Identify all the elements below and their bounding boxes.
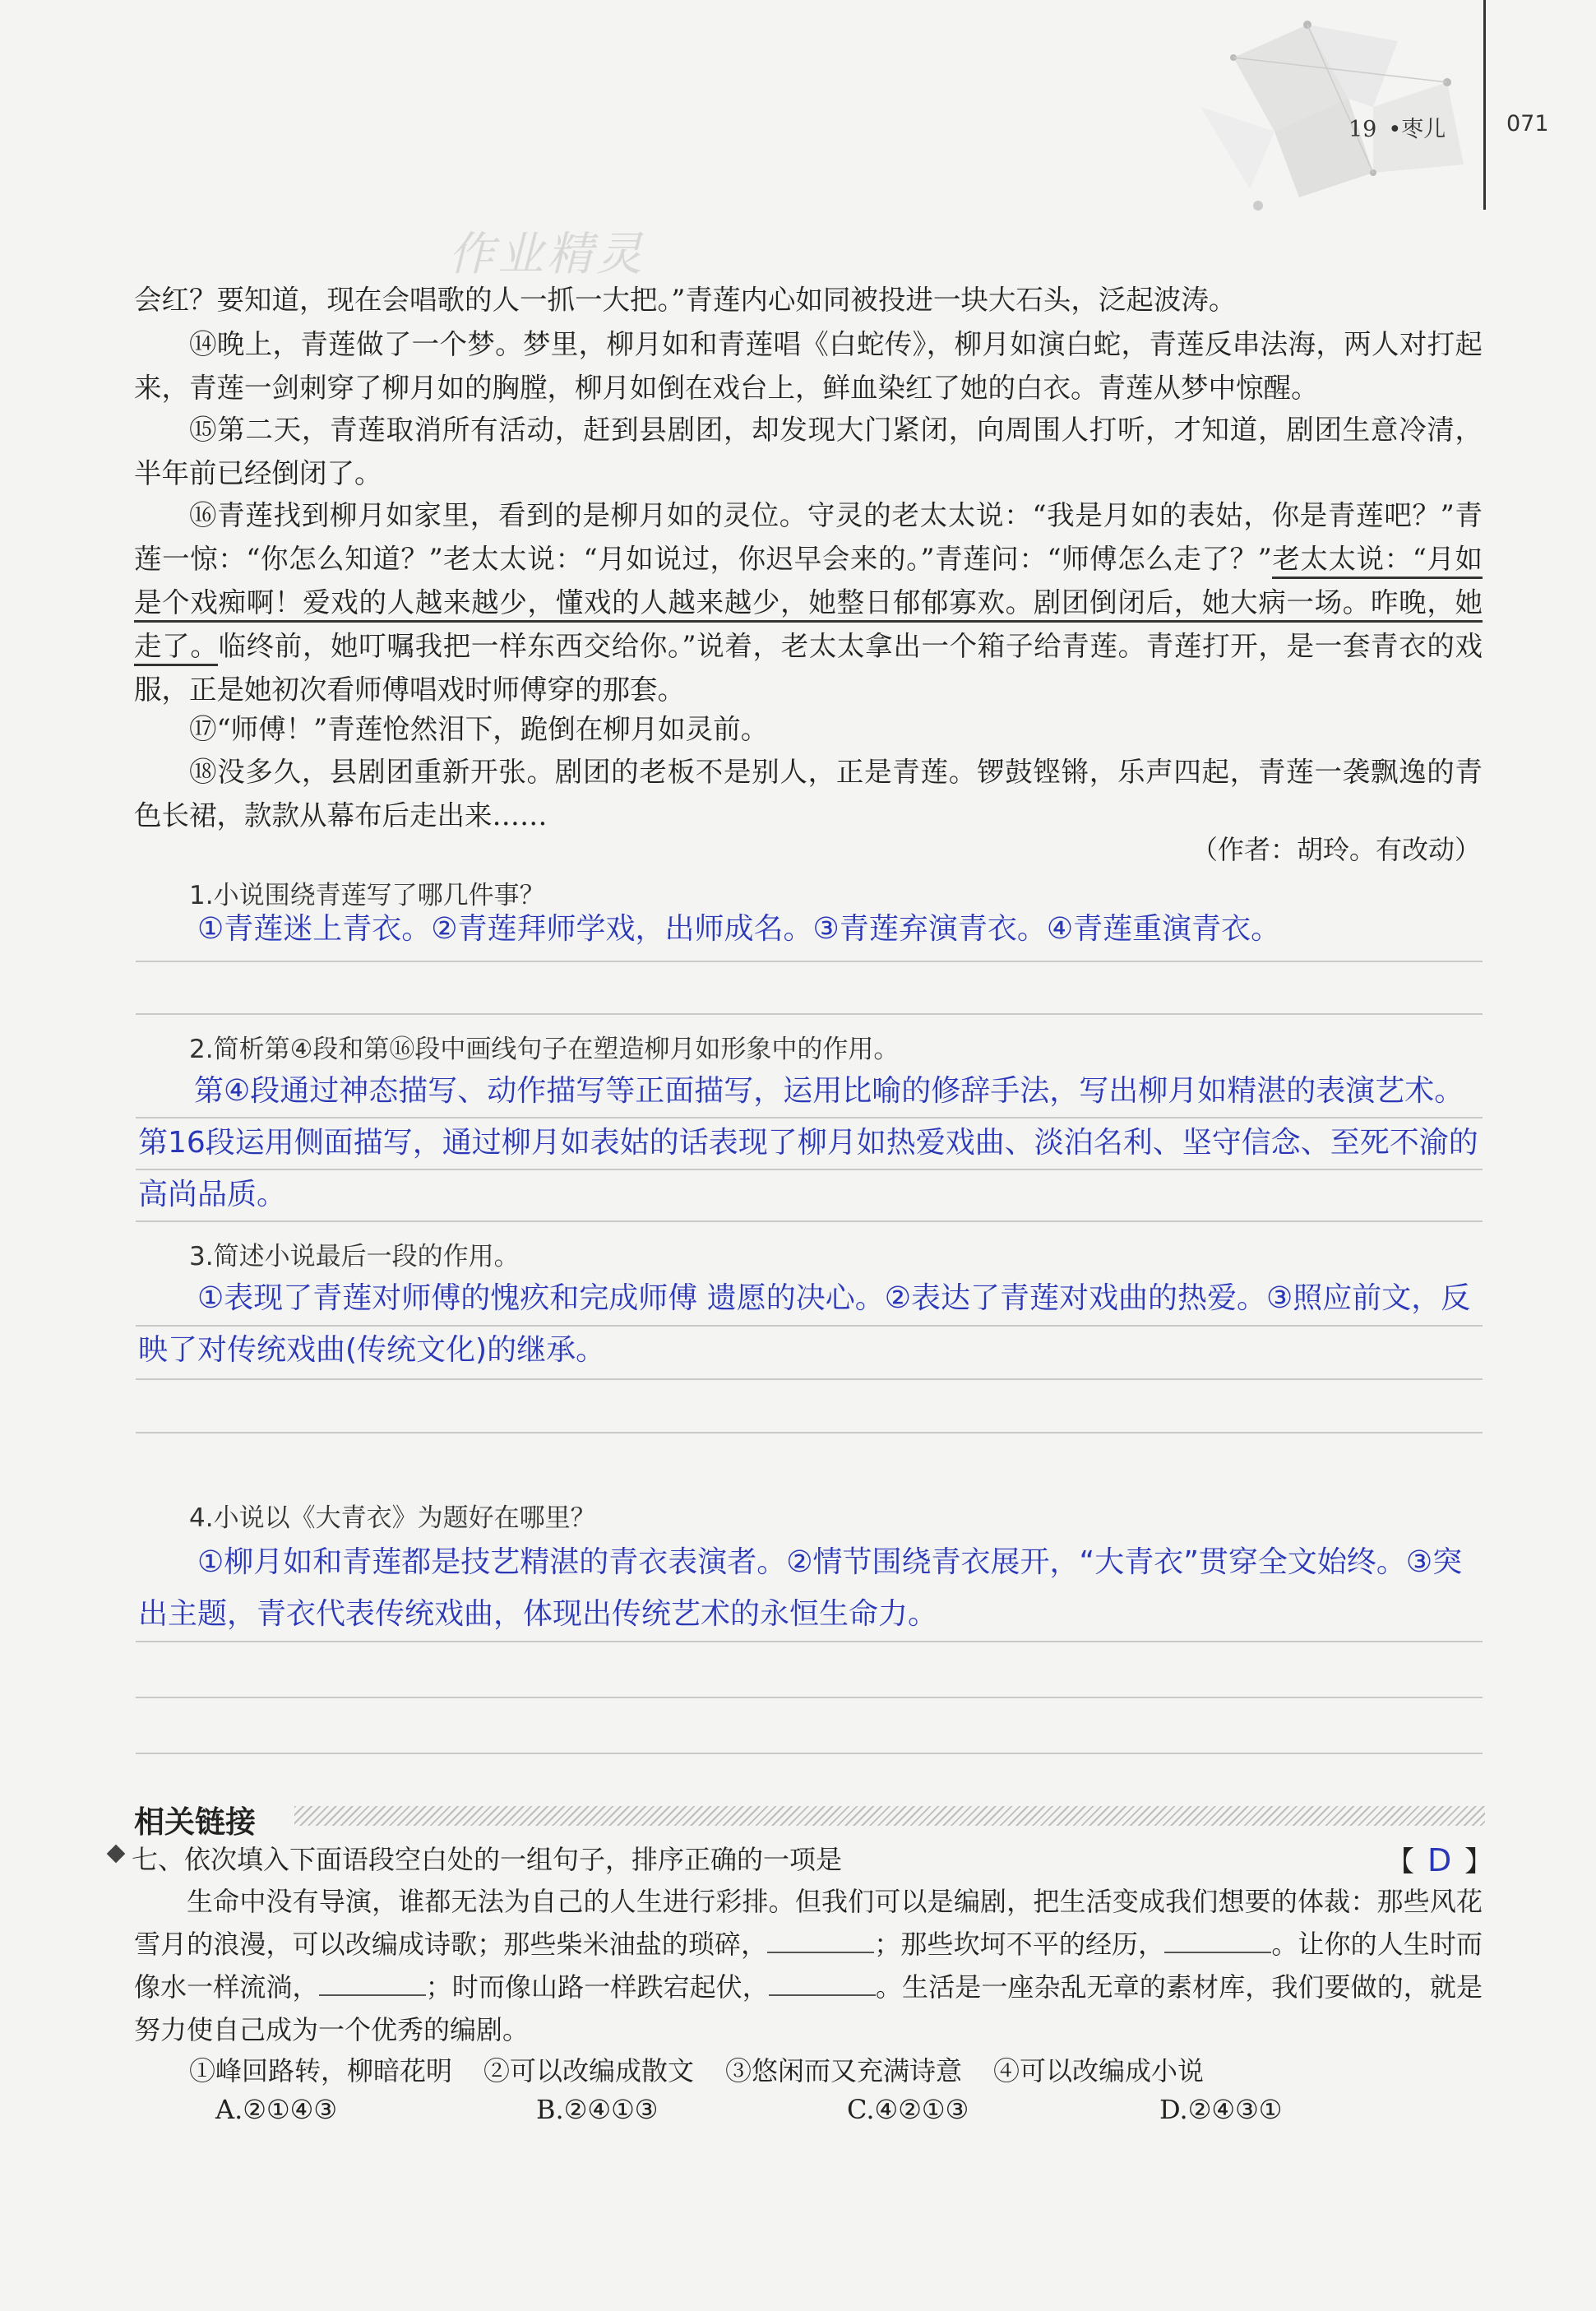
related-link-title: 相关链接 — [134, 1804, 256, 1840]
answer-1: ①青莲迷上青衣。②青莲拜师学戏，出师成名。③青莲弃演青衣。④青莲重演青衣。 — [197, 912, 1281, 946]
paragraph-14: ⑭晚上，青莲做了一个梦。梦里，柳月如和青莲唱《白蛇传》，柳月如演白蛇，青莲反串法海，两人对打起来，青莲一剑刺穿了柳月如的胸膛，柳月如倒在戏台上，鲜血染红了她的白衣。青莲从梦中惊醒。 — [134, 328, 1483, 404]
answer-line — [136, 1378, 1483, 1380]
choice-b: B.②④①③ — [536, 2094, 659, 2125]
option-sentence: ④可以改编成小说 — [993, 2055, 1205, 2086]
answer-4: ①柳月如和青莲都是技艺精湛的青衣表演者。②情节围绕青衣展开，“大青衣”贯穿全文始终。③突出主题，青衣代表传统戏曲，体现出传统艺术的永恒生命力。 — [138, 1545, 1463, 1631]
answer-line — [136, 1169, 1483, 1170]
answer-line — [136, 1641, 1483, 1642]
diamond-bullet-icon — [107, 1845, 126, 1864]
choice-a: A.②①④③ — [215, 2094, 338, 2125]
fill-blank — [769, 1970, 876, 1996]
section-hatch-bar — [294, 1806, 1485, 1826]
option-sentence: ③悠闲而又充满诗意 — [725, 2055, 963, 2086]
paragraph-18: ⑱没多久，县剧团重新开张。剧团的老板不是别人，正是青莲。锣鼓铿锵，乐声四起，青莲一袭飘逸的青色长裙，款款从幕布后走出来…… — [134, 756, 1483, 831]
paragraph-16 — [134, 493, 1483, 711]
question-7: 七、依次填入下面语段空白处的一组句子，排序正确的一项是 — [132, 1844, 843, 1875]
passage-part: 生命中没有导演，谁都无法为自己的人生进行彩排。但我们可以是编剧，把生活变成我们想要的体裁：那些风花雪月的浪漫，可以改编成诗歌；那些柴米油盐的琐碎， — [134, 1886, 1483, 1960]
header-divider — [1483, 0, 1486, 210]
bracket-right: 】 — [1464, 1846, 1493, 1878]
passage-part: 。让你的人生时而像水一样流淌， — [134, 1929, 1483, 2003]
answer-line — [136, 1013, 1483, 1015]
option-sentences — [189, 2050, 1235, 2088]
choice-d: D.②④③① — [1159, 2094, 1283, 2125]
passage-part: 。生活是一座杂乱无章的素材库，我们要做的，就是努力使自己成为一个优秀的编剧。 — [134, 1971, 1483, 2045]
answer-line — [136, 1432, 1483, 1433]
answer-3: ①表现了青莲对师傅的愧疚和完成师傅 遗愿的决心。②表达了青莲对戏曲的热爱。③照应前文，反映了对传统戏曲(传统文化)的继承。 — [138, 1281, 1471, 1367]
option-sentence: ②可以改编成散文 — [483, 2055, 695, 2086]
answer-2: 第④段通过神态描写、动作描写等正面描写，运用比喻的修辞手法，写出柳月如精湛的表演艺术。第16段运用侧面描写，通过柳月如表姑的话表现了柳月如热爱戏曲、淡泊名利、坚守信念、至死不渝的高尚品质。 — [138, 1074, 1478, 1211]
page-number: 071 — [1506, 111, 1549, 137]
lesson-header: 19 •枣儿 — [1349, 117, 1446, 142]
paragraph-16-underlined: 老太太说：“月如是个戏痴啊！爱戏的人越来越少，懂戏的人越来越少，她整日郁郁寡欢。剧团倒闭后，她大病一场。昨晚，她走了。 — [134, 543, 1483, 666]
question-4: 4.小说以《大青衣》为题好在哪里？ — [189, 1503, 596, 1533]
paragraph-17: ⑰“师傅！”青莲怆然泪下，跪倒在柳月如灵前。 — [189, 713, 769, 745]
passage-7 — [134, 1880, 1483, 2051]
answer-line — [136, 1697, 1483, 1698]
fill-blank — [319, 1970, 426, 1996]
paragraph-13-tail: 会红？要知道，现在会唱歌的人一抓一大把。”青莲内心如同被投进一块大石头，泛起波涛。 — [134, 284, 1237, 316]
passage-part: ；时而像山路一样跌宕起伏， — [425, 1971, 769, 2003]
lesson-title: 枣儿 — [1401, 117, 1446, 142]
paragraph-16-part-a: ⑯青莲找到柳月如家里，看到的是柳月如的灵位。守灵的老太太说：“我是月如的表姑，你是青莲吧？”青莲一惊：“你怎么知道？”老太太说：“月如说过，你迟早会来的。”青莲问：“师傅怎么走了？” — [134, 499, 1483, 575]
question-1: 1.小说围绕青莲写了哪几件事？ — [189, 881, 545, 910]
answer-line — [136, 1117, 1483, 1118]
answer-line — [136, 961, 1483, 962]
choice-c: C.④②①③ — [847, 2094, 969, 2125]
lesson-number: 19 — [1349, 117, 1377, 142]
question-3: 3.简述小说最后一段的作用。 — [189, 1242, 520, 1271]
header-decoration — [1184, 8, 1497, 222]
watermark: 作业精灵 — [448, 228, 645, 281]
author-credit: （作者：胡玲。有改动） — [1191, 834, 1481, 865]
question-2: 2.简析第④段和第⑯段中画线句子在塑造柳月如形象中的作用。 — [189, 1035, 900, 1064]
answer-line — [136, 1220, 1483, 1222]
fill-blank — [1164, 1927, 1271, 1953]
answer-line — [136, 1325, 1483, 1327]
paragraph-15: ⑮第二天，青莲取消所有活动，赶到县剧团，却发现大门紧闭，向周围人打听，才知道，剧团生意冷清，半年前已经倒闭了。 — [134, 414, 1483, 489]
bracket-left: 【 — [1386, 1846, 1414, 1878]
answer-bracket — [1386, 1839, 1492, 1879]
answer-choice: D — [1427, 1842, 1452, 1878]
option-sentence: ①峰回路转，柳暗花明 — [189, 2055, 453, 2086]
fill-blank — [767, 1927, 874, 1953]
paragraph-16-part-b: 临终前，她叮嘱我把一样东西交给你。”说着，老太太拿出一个箱子给青莲。青莲打开，是一套青衣的戏服，正是她初次看师傅唱戏时师傅穿的那套。 — [134, 630, 1483, 706]
answer-line — [136, 1753, 1483, 1754]
passage-part: ；那些坎坷不平的经历， — [874, 1929, 1165, 1960]
